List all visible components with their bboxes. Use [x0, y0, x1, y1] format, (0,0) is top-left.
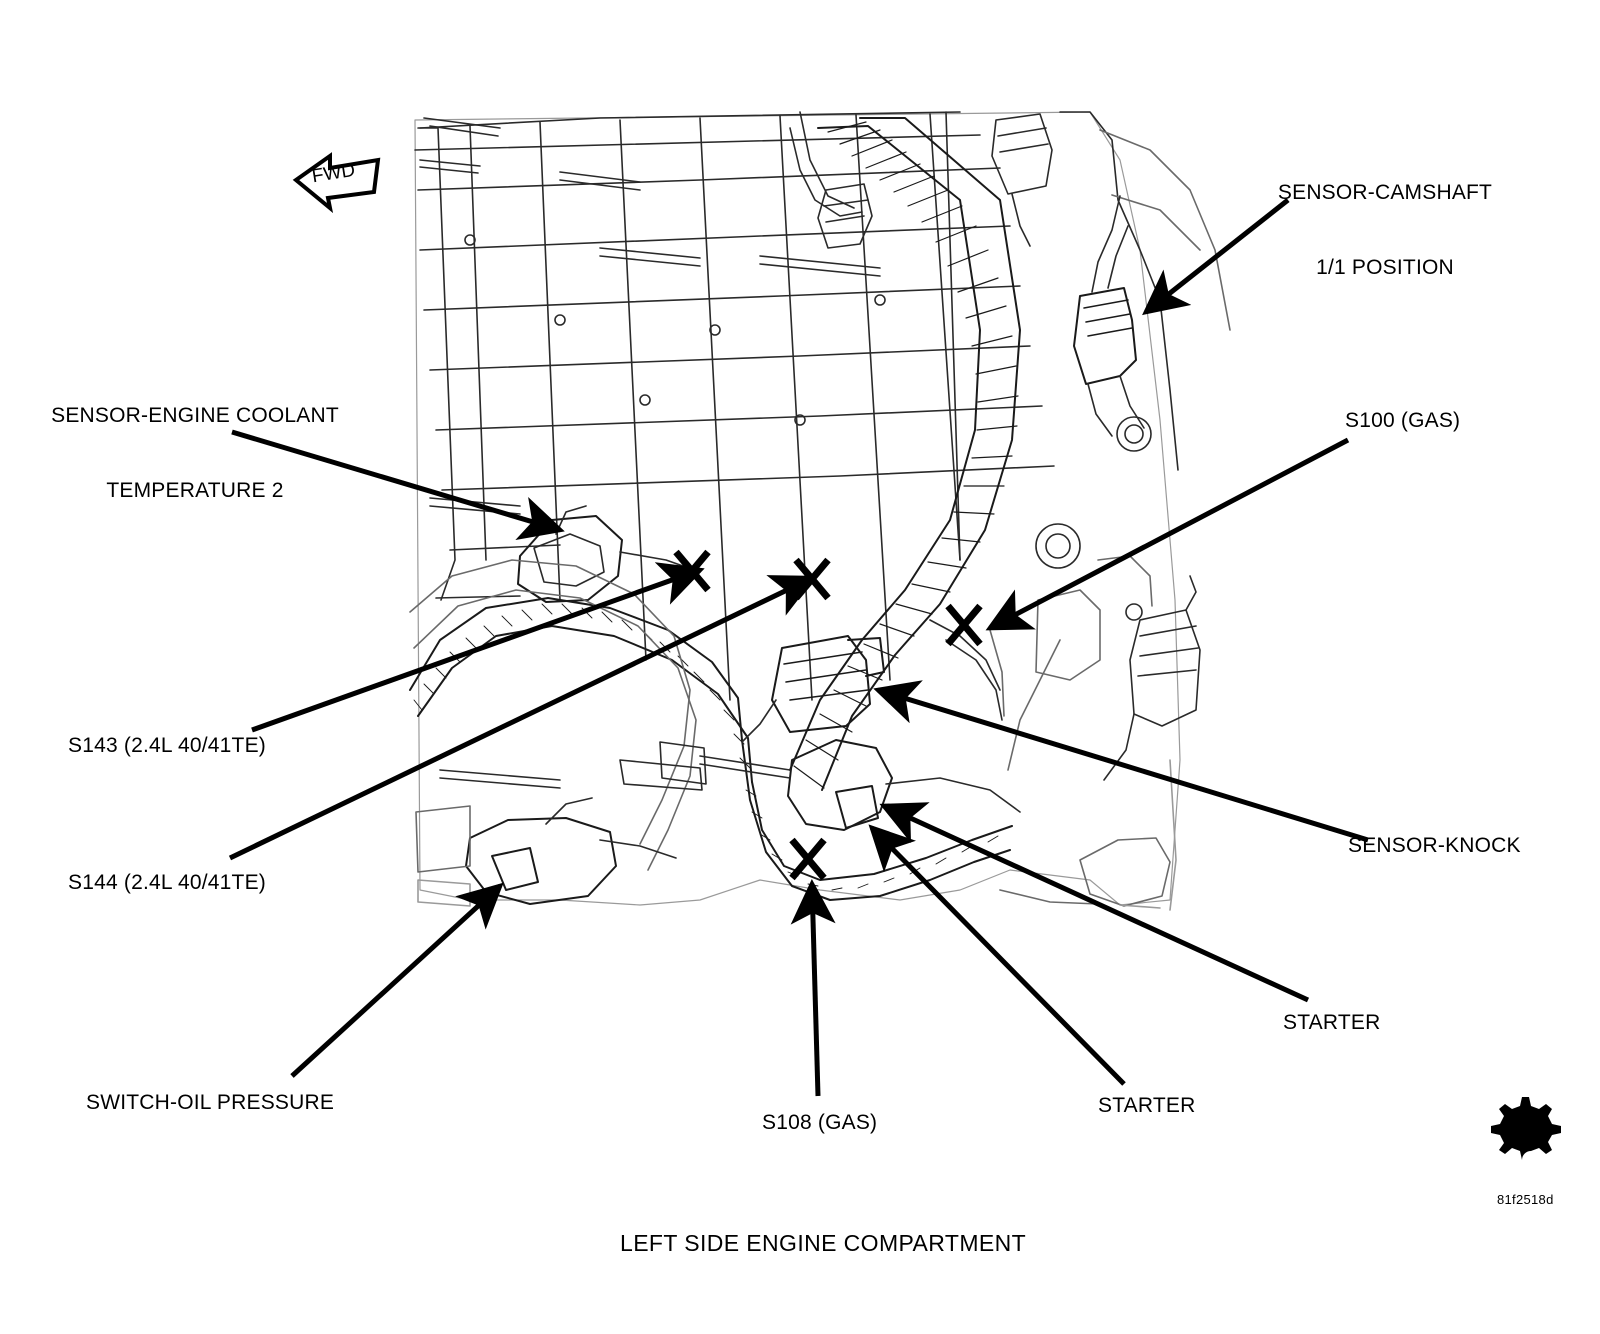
leader-switch-oil-pressure [292, 886, 500, 1076]
callout-sensor-camshaft-line2: 1/1 POSITION [1316, 256, 1454, 279]
figure-code: 81f2518d [1497, 1192, 1554, 1207]
splice-marker-s100 [948, 606, 980, 644]
leader-sensor-knock [878, 690, 1368, 840]
leader-s143 [252, 570, 700, 730]
callout-ect2-line2: TEMPERATURE 2 [106, 479, 284, 502]
leader-s100 [990, 440, 1348, 628]
callout-sensor-camshaft [1255, 130, 1515, 330]
callout-sensor-knock: SENSOR-KNOCK [1348, 834, 1521, 857]
callout-s108-gas: S108 (GAS) [762, 1111, 878, 1134]
callout-starter-right: STARTER [1283, 1011, 1381, 1034]
callout-s100-gas: S100 (GAS) [1345, 409, 1461, 432]
leader-s144 [230, 578, 812, 858]
callout-s143: S143 (2.4L 40/41TE) [68, 734, 266, 757]
figure-caption: LEFT SIDE ENGINE COMPARTMENT [620, 1230, 1027, 1256]
callout-sensor-camshaft-line1: SENSOR-CAMSHAFT [1277, 181, 1493, 204]
callout-ect2-line1: SENSOR-ENGINE COOLANT [51, 404, 339, 427]
leader-starter-bottom [872, 828, 1124, 1084]
callout-starter-bottom: STARTER [1098, 1094, 1196, 1117]
callout-s144: S144 (2.4L 40/41TE) [68, 871, 266, 894]
splice-marker-s108 [792, 840, 824, 878]
callout-switch-oil-pressure: SWITCH-OIL PRESSURE [86, 1091, 335, 1114]
callout-sensor-engine-coolant-temperature-2 [25, 353, 365, 553]
gear-icon [1491, 1097, 1561, 1169]
leader-s108 [812, 884, 818, 1096]
fwd-label: FWD [310, 159, 357, 188]
